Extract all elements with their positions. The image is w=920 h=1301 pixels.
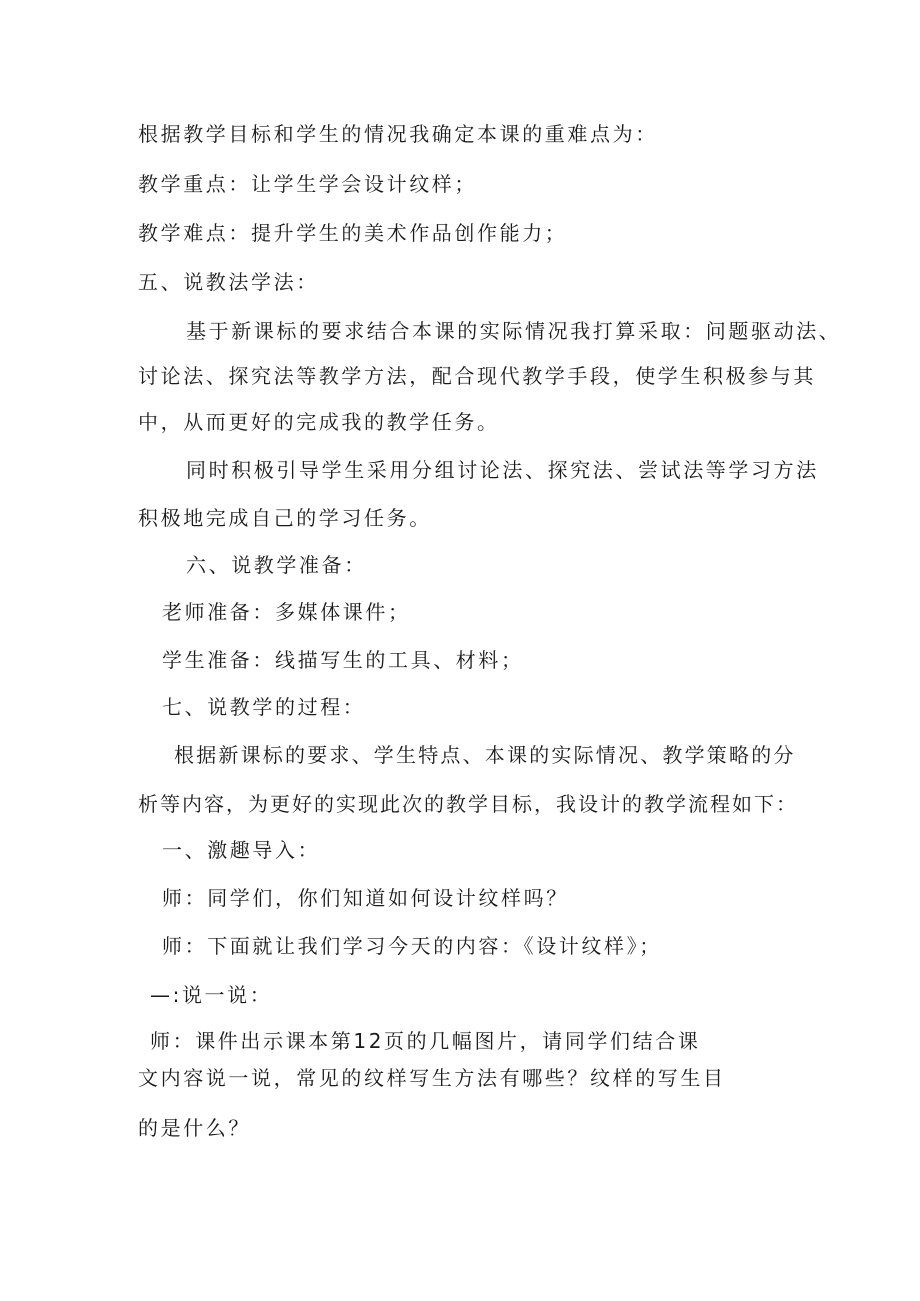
paragraph-line: 积极地完成自己的学习任务。 bbox=[138, 506, 432, 530]
paragraph-line: 基于新课标的要求结合本课的实际情况我打算采取：问题驱动法、 bbox=[186, 319, 842, 343]
paragraph-line: 文内容说一说，常见的纹样写生方法有哪些？纹样的写生目 bbox=[138, 1066, 726, 1090]
paragraph-line: 中，从而更好的完成我的教学任务。 bbox=[138, 410, 500, 434]
paragraph-line: 讨论法、探究法等教学方法，配合现代教学手段，使学生积极参与其 bbox=[138, 364, 816, 388]
paragraph-line: 同时积极引导学生采用分组讨论法、探究法、尝试法等学习方法 bbox=[186, 458, 819, 482]
paragraph-line: 师：同学们，你们知道如何设计纹样吗？ bbox=[162, 886, 569, 910]
paragraph-line: 教学重点：让学生学会设计纹样； bbox=[138, 172, 477, 196]
paragraph-line: 师：课件出示课本第12页的几幅图片，请同学们结合课 bbox=[150, 1029, 701, 1053]
paragraph-line: 教学难点：提升学生的美术作品创作能力； bbox=[138, 221, 568, 245]
paragraph-line: 析等内容，为更好的实现此次的教学目标，我设计的教学流程如下： bbox=[138, 792, 798, 816]
section-heading: 一、激趣导入： bbox=[162, 838, 321, 862]
paragraph-line: 学生准备：线描写生的工具、材料； bbox=[162, 648, 524, 672]
paragraph-line: 根据新课标的要求、学生特点、本课的实际情况、教学策略的分 bbox=[174, 743, 796, 767]
section-heading: —:说一说： bbox=[150, 983, 273, 1007]
paragraph-line: 的是什么？ bbox=[138, 1116, 251, 1140]
section-heading: 七、说教学的过程： bbox=[162, 695, 366, 719]
section-heading: 六、说教学准备： bbox=[186, 553, 367, 577]
paragraph-line: 根据教学目标和学生的情况我确定本课的重难点为： bbox=[138, 122, 658, 146]
section-heading: 五、说教法学法： bbox=[138, 270, 319, 294]
paragraph-line: 老师准备：多媒体课件； bbox=[162, 600, 411, 624]
paragraph-line: 师：下面就让我们学习今天的内容：《设计纹样》； bbox=[162, 934, 662, 958]
